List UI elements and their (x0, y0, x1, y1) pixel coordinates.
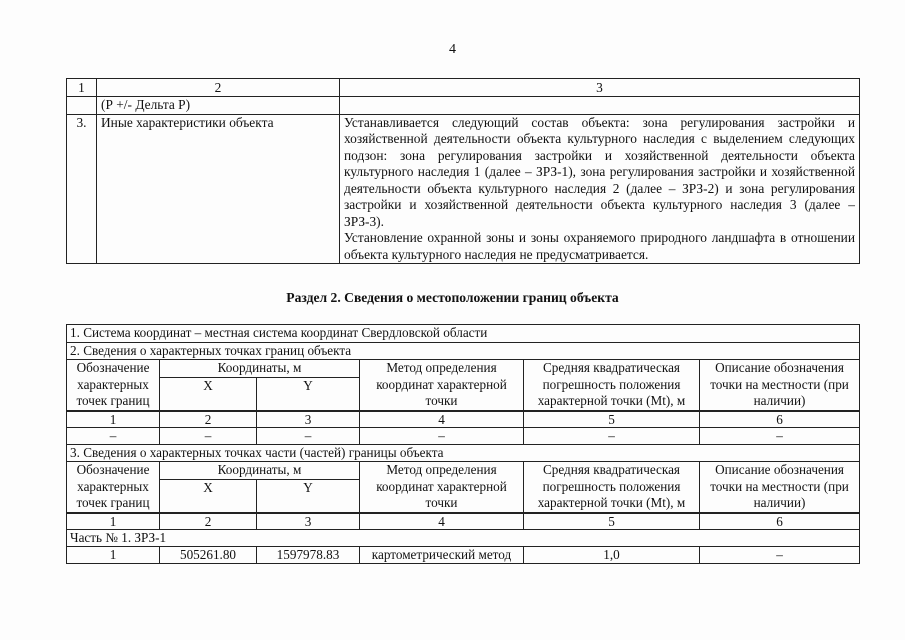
row-value (340, 114, 860, 264)
col-number: 5 (524, 513, 700, 530)
col-number: 3 (257, 513, 360, 530)
col-number: 6 (700, 513, 860, 530)
header-description: Описание обозначения точки на местности (при наличии) (700, 462, 860, 513)
boundary-points-table (66, 324, 860, 564)
object-characteristics-table (66, 78, 860, 264)
dash-cell: – (257, 427, 360, 444)
col-number: 1 (67, 513, 160, 530)
dash-cell: – (700, 427, 860, 444)
dash-cell: – (360, 427, 524, 444)
col-number: 5 (524, 411, 700, 428)
header-designation: Обозначение характерных точек границ (67, 462, 160, 513)
header-method: Метод определения координат характерной точки (360, 360, 524, 411)
col-number: 6 (700, 411, 860, 428)
header-method: Метод определения координат характерной точки (360, 462, 524, 513)
error-cell: 1,0 (524, 547, 700, 564)
table-row (67, 342, 860, 360)
dash-cell: – (67, 427, 160, 444)
value-paragraph-2: Установление охранной зоны и зоны охраняемого природного ландшафта в отношении объекта культурного наследия не предусматривается. (344, 230, 855, 262)
row-number (67, 97, 97, 115)
column-number-row (67, 411, 860, 428)
header-coords: Координаты, м (160, 462, 360, 480)
row-value (340, 97, 860, 115)
col-number: 2 (160, 513, 257, 530)
table-header-row (67, 462, 860, 480)
row-name: Иные характеристики объекта (97, 114, 340, 264)
col-number: 4 (360, 513, 524, 530)
header-designation: Обозначение характерных точек границ (67, 360, 160, 411)
table-row (67, 529, 860, 547)
table-header-row (67, 79, 860, 97)
col-number: 2 (160, 411, 257, 428)
table-row (67, 427, 860, 444)
coordinate-system-row: 1. Система координат – местная система координат Свердловской области (67, 325, 860, 343)
header-coords: Координаты, м (160, 360, 360, 378)
part-label-row: Часть № 1. ЗРЗ-1 (67, 529, 860, 547)
parts-section-row: 3. Сведения о характерных точках части (частей) границы объекта (67, 444, 860, 462)
row-number: 3. (67, 114, 97, 264)
col-number: 1 (67, 411, 160, 428)
dash-cell: – (160, 427, 257, 444)
table-row (67, 97, 860, 115)
header-y: Y (257, 377, 360, 411)
header-error: Средняя квадратическая погрешность положения характерной точки (Mt), м (524, 360, 700, 411)
dash-cell: – (524, 427, 700, 444)
table-row (67, 325, 860, 343)
header-col-1: 1 (67, 79, 97, 97)
header-x: X (160, 479, 257, 513)
header-y: Y (257, 479, 360, 513)
header-col-2: 2 (97, 79, 340, 97)
section-heading: Раздел 2. Сведения о местоположении границ объекта (286, 290, 619, 305)
y-coordinate-cell: 1597978.83 (257, 547, 360, 564)
table-row (67, 444, 860, 462)
method-cell: картометрический метод (360, 547, 524, 564)
description-cell: – (700, 547, 860, 564)
page-number: 4 (449, 42, 456, 57)
points-section-row: 2. Сведения о характерных точках границ объекта (67, 342, 860, 360)
row-name: (Р +/- Дельта Р) (97, 97, 340, 115)
col-number: 3 (257, 411, 360, 428)
table-header-row (67, 360, 860, 378)
value-paragraph-1: Устанавливается следующий состав объекта: зона регулирования застройки и хозяйственной деятельности объекта культурного наследия с выделением следующих подзон: зона регулирования застройки и хозяйственной деятельности объекта культурного наследия 1 (далее – ЗРЗ-1), зона регулирования застройки и хозяйственной деятельности объекта культурного наследия 2 (далее – ЗРЗ-2) и зона регулирования застройки и хозяйственной деятельности объекта культурного наследия 3 (далее – ЗРЗ-3). (344, 114, 855, 229)
col-number: 4 (360, 411, 524, 428)
table-row (67, 547, 860, 564)
x-coordinate-cell: 505261.80 (160, 547, 257, 564)
header-description: Описание обозначения точки на местности (при наличии) (700, 360, 860, 411)
header-error: Средняя квадратическая погрешность положения характерной точки (Mt), м (524, 462, 700, 513)
point-cell: 1 (67, 547, 160, 564)
header-x: X (160, 377, 257, 411)
table-row (67, 114, 860, 264)
header-col-3: 3 (340, 79, 860, 97)
column-number-row (67, 513, 860, 530)
